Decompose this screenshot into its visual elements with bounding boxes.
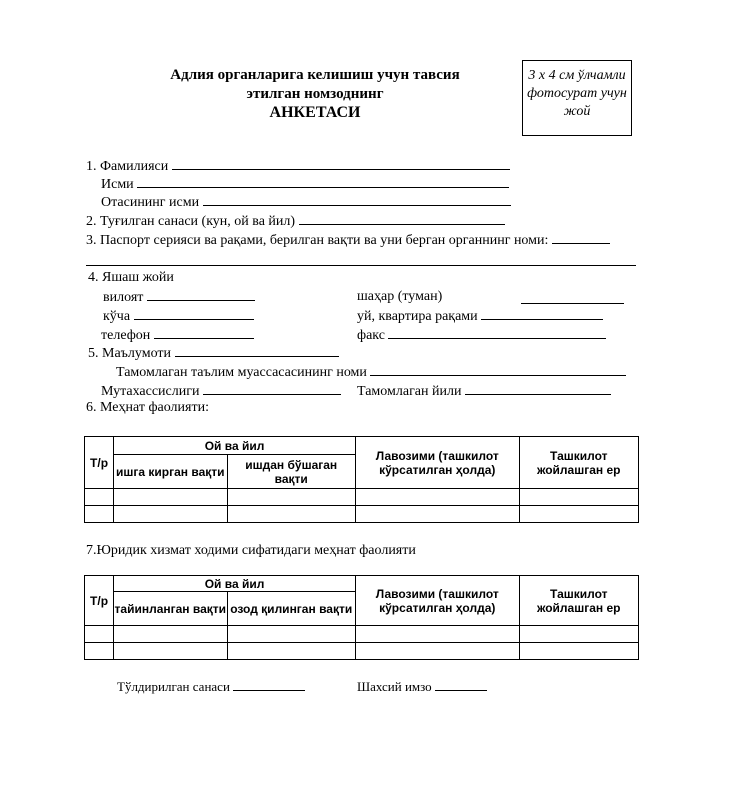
surname-label: 1. Фамилияси (86, 159, 169, 174)
table-cell[interactable] (85, 489, 114, 506)
region-label: вилоят (103, 290, 144, 305)
fax-label: факс (357, 328, 385, 343)
table-cell[interactable] (227, 506, 355, 523)
table-cell[interactable] (519, 626, 638, 643)
phone-line[interactable] (154, 327, 254, 339)
employment-heading: 6. Меҳнат фаолияти: (86, 400, 209, 415)
legal-service-heading: 7.Юридик хизмат ходими сифатидаги меҳнат фаолияти (86, 543, 416, 558)
fill-date-label: Тўлдирилган санаси (117, 679, 230, 694)
education-line[interactable] (175, 345, 339, 357)
phone-field[interactable] (101, 327, 254, 344)
table-cell[interactable] (355, 626, 519, 643)
education-field[interactable] (88, 345, 339, 362)
residence-heading: 4. Яшаш жойи (88, 270, 174, 285)
table-cell[interactable] (85, 506, 114, 523)
table-cell[interactable] (227, 626, 355, 643)
photo-placeholder-box (522, 60, 632, 136)
table-row (85, 489, 639, 506)
table-cell[interactable] (519, 643, 638, 660)
employment-table (84, 436, 639, 523)
table-cell[interactable] (227, 643, 355, 660)
photo-caption-line2: фотосурат учун (527, 86, 627, 101)
name-line[interactable] (137, 176, 509, 188)
table-cell[interactable] (227, 489, 355, 506)
specialty-label: Мутахассислиги (101, 384, 200, 399)
form-title-line1: Адлия органларига келишиш учун тавсия (170, 67, 460, 83)
region-line[interactable] (147, 289, 255, 301)
street-line[interactable] (134, 308, 254, 320)
institution-line[interactable] (370, 364, 626, 376)
birthdate-label: 2. Туғилган санаси (кун, ой ва йил) (86, 214, 296, 229)
house-line[interactable] (481, 308, 603, 320)
col-header-position: Лавозими (ташкилот кўрсатилган ҳолда) (355, 437, 519, 489)
table-cell[interactable] (114, 643, 227, 660)
table-cell[interactable] (355, 643, 519, 660)
col-header-location: Ташкилот жойлашган ер (519, 576, 638, 626)
patronymic-label: Отасининг исми (101, 195, 200, 210)
institution-field[interactable] (116, 364, 626, 381)
table-row (85, 506, 639, 523)
col-header-end: ишдан бўшаган вақти (227, 455, 355, 489)
surname-line[interactable] (172, 158, 510, 170)
specialty-line[interactable] (203, 383, 341, 395)
birthdate-field[interactable] (86, 213, 505, 230)
name-field[interactable] (101, 176, 509, 193)
passport-field[interactable] (86, 232, 610, 249)
col-header-num: Т/р (85, 437, 114, 489)
name-label: Исми (101, 177, 134, 192)
grad-year-field[interactable] (357, 383, 611, 400)
col-header-released: озод қилинган вақти (227, 592, 355, 626)
photo-caption-line1: 3 x 4 см ўлчамли (528, 68, 626, 83)
col-header-month-year: Ой ва йил (114, 576, 356, 592)
col-header-location: Ташкилот жойлашган ер (519, 437, 638, 489)
form-title-line2: этилган номзоднинг (246, 86, 384, 102)
table-cell[interactable] (519, 489, 638, 506)
institution-label: Тамомлаган таълим муассасасининг номи (116, 365, 367, 380)
photo-caption-line3: жой (563, 104, 591, 119)
form-title-line3: АНКЕТАСИ (269, 104, 361, 121)
surname-field[interactable] (86, 158, 510, 175)
table-cell[interactable] (114, 626, 227, 643)
table-cell[interactable] (355, 506, 519, 523)
house-field[interactable] (357, 308, 603, 325)
street-label: кўча (103, 309, 131, 324)
col-header-num: Т/р (85, 576, 114, 626)
region-field[interactable] (103, 289, 255, 306)
col-header-month-year: Ой ва йил (114, 437, 356, 455)
patronymic-line[interactable] (203, 194, 511, 206)
table-cell[interactable] (85, 643, 114, 660)
table-cell[interactable] (355, 489, 519, 506)
signature-field[interactable] (357, 679, 487, 695)
city-label: шаҳар (туман) (357, 289, 443, 304)
table-cell[interactable] (114, 506, 227, 523)
table-row (85, 626, 639, 643)
education-label: 5. Маълумоти (88, 346, 171, 361)
table-row (85, 643, 639, 660)
fill-date-line[interactable] (233, 679, 305, 691)
col-header-start: ишга кирган вақти (114, 455, 227, 489)
passport-label: 3. Паспорт серияси ва рақами, берилган вақти ва уни берган органнинг номи: (86, 233, 549, 248)
table-cell[interactable] (85, 626, 114, 643)
table-cell[interactable] (519, 506, 638, 523)
table-cell[interactable] (114, 489, 227, 506)
legal-service-table (84, 575, 639, 660)
passport-line[interactable] (552, 232, 610, 244)
street-field[interactable] (103, 308, 254, 325)
col-header-appointed: тайинланган вақти (114, 592, 227, 626)
signature-line[interactable] (435, 679, 487, 691)
passport-line-2[interactable] (86, 265, 636, 266)
grad-year-line[interactable] (465, 383, 611, 395)
fax-field[interactable] (357, 327, 606, 344)
grad-year-label: Тамомлаган йили (357, 384, 462, 399)
signature-label: Шахсий имзо (357, 679, 432, 694)
specialty-field[interactable] (101, 383, 341, 400)
house-label: уй, квартира рақами (357, 309, 478, 324)
fill-date-field[interactable] (117, 679, 305, 695)
patronymic-field[interactable] (101, 194, 511, 211)
phone-label: телефон (101, 328, 151, 343)
fax-line[interactable] (388, 327, 606, 339)
city-line[interactable] (521, 303, 624, 304)
birthdate-line[interactable] (299, 213, 505, 225)
col-header-position: Лавозими (ташкилот кўрсатилган ҳолда) (355, 576, 519, 626)
